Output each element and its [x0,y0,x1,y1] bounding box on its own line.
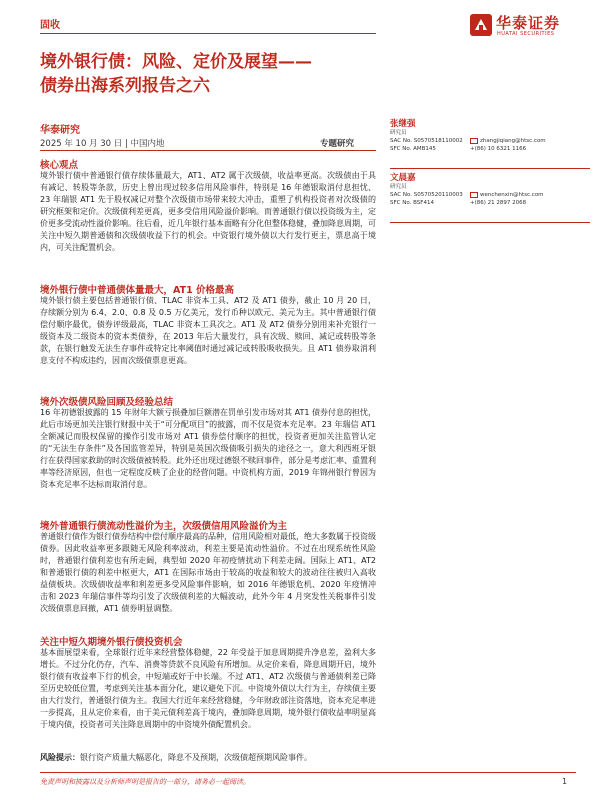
analyst-phone: +(86) 10 6321 1166 [470,146,527,152]
section-heading-risk-review: 境外次级债风险回顾及经验总结 [40,397,174,408]
section-text-pricing: 普通银行债作为银行债券结构中偿付顺序最高的品种，信用风险相对最低，绝大多数属于投资级债券。因此收益率更多跟随无风险利率波动，利差主要是流动性溢价。不过在出现系统性风险时，普通银行债利差也有所走阔，典型如 2020 年初疫情扰动下利差走阔。国际上 AT1、AT2 和普通银行债的利差中枢更大，AT1 在国际市场由于较高的收益和较大的波动往往被归入高收益债板块。次级债收益率和利差更多受风险事件影响，如 2016 年德银危机、2020 年疫情冲击和 2023 年瑞信事件等均引发了次级债利差的大幅波动，此外今年 4 月突发性关税事件引发次级债票息回撤，AT1 债券明显调整。 [40,532,376,613]
analyst-phone: +(86) 21 2897 2068 [470,200,527,206]
analyst-name: 文晨嘉 [390,173,416,183]
report-category-tag: 固收 [40,20,60,31]
analyst-email[interactable]: wenchenxin@htsc.com [480,192,544,198]
risk-warning [40,752,376,764]
report-title-line-1: 境外银行债：风险、定价及展望—— [40,52,312,72]
analyst-email[interactable]: zhangjiqiang@htsc.com [480,138,546,144]
section-text-opportunity: 基本面展望来看，全球银行近年来经营整体稳健，22 年受益于加息周期提升净息差，盈利大多增长。不过分化仍存，汽车、消费等贷款不良风险有所增加。从定价来看，降息周期开启，境外银行债有收益率下行的机会，中短端或好于中长端。不过 AT1、AT2 次级债与普通债利差已降至历史较低位置，考虑到关注基本面分化，建议避免下沉。中资境外债以大行为主，存续债主要由大行发行，普通银行债为主。我国大行近年来经营稳健，今年财政部注资落地，资本充足率进一步提高，且从定价来看，由于美元债利差高于境内，叠加降息周期，境外银行债收益率明显高于境内债，投资者可关注降息周期中的中资境外债配置机会。 [40,648,376,729]
report-title-line-2: 债券出海系列报告之六 [40,76,210,96]
analyst-divider [390,168,590,169]
section-heading-core-view: 核心观点 [40,160,79,171]
analyst-sfc: SFC No. AMB145 [390,146,436,152]
page-number: 1 [562,777,568,786]
analyst-sac: SAC No. S0570520110003 [390,192,463,198]
section-heading-opportunity: 关注中短久期境外银行债投资机会 [40,637,183,648]
analyst-sac: SAC No. S0570518110002 [390,138,463,144]
section-text-scale: 境外银行债主要包括普通银行债、TLAC 非资本工具、AT2 及 AT1 债券，截止 10 月 20 日，存续额分别为 6.4、2.0、0.8 及 0.5 万亿美元，发行币种以欧元、美元为主。其中普通银行债偿付顺序最优，债券评级最高，TLAC 非资本工具次之。AT1 及 AT2 债券分别用来补充银行一级资本及二级资本的资本类债券，在 2013 年后大量发行，具有次级、赎回、减记或转股等条款，在银行触发无法生存事件或特定比率阈值时通过减记或转股吸收损失。且 AT1 债券取消利息支付不构成违约，因而次级债票息更高。 [40,296,376,365]
research-org: 华泰研究 [40,125,80,136]
section-text-risk-review: 16 年初德银披露的 15 年财年大额亏损叠加巨额潜在罚单引发市场对其 AT1 债券付息的担忧，此后市场更加关注银行财报中关于“可分配项目”的披露，而不仅是资本充足率。23 年瑞信 AT1 全额减记而股权保留的操作引发市场对 AT1 债券偿付顺序的担忧，投资者更加关注监管认定的“无法生存条件”及各国监管差异，特别是英国次级债吸引损失的途径之一，意大利西班牙银行在获得国家救助的时次级债被转股。此外还出现过德银不赎回事件，部分是考虑汇率、重置利率等经济原因，但也一定程度反映了企业的经营问题。中资机构方面，2019 年锦州银行曾因为资本充足率不达标而取消付息。 [40,408,376,489]
logo-english-name: HUATAI SECURITIES [497,31,555,37]
huatai-logo [470,10,580,42]
email-icon [470,138,478,144]
analyst-divider [390,222,590,223]
logo-chinese-name: 华泰证券 [496,14,561,32]
analyst-name: 张继强 [390,119,416,129]
title-divider [40,150,376,151]
section-heading-pricing: 境外普通银行债流动性溢价为主，次级债信用风险溢价为主 [40,521,288,532]
analyst-card [390,171,590,225]
risk-warning-label: 风险提示： [40,753,80,762]
analyst-role: 研究员 [390,130,407,136]
header-divider [40,33,376,34]
analyst-role: 研究员 [390,184,407,190]
section-heading-scale: 境外银行债中普通债体量最大，AT1 价格最高 [40,285,235,296]
section-text-core-view: 境外银行债中普通银行债存续体量最大，AT1、AT2 属于次级债，收益率更高。次级债由于具有减记、转股等条款，历史上曾出现过较多信用风险事件，特别是 16 年德银取消付息担忧、23 年瑞银 AT1 先于股权减记对整个次级债市场带来较大冲击，重塑了机构投资者对次级债的研究框架和定价。次级债利差更高，更多受信用风险溢价影响。而普通银行债以投资级为主，定价更多受流动性溢价影响。往后看，近几年银行基本面略有分化但整体稳健，叠加降息周期，可关注中短久期普通债和次级债收益下行的机会。中资银行境外债以大行发行更主，票息高于境内，可关注配置机会。 [40,171,376,252]
report-type: 专题研究 [320,139,355,149]
report-date: 2025 年 10 月 30 日 | 中国内地 [40,139,165,149]
risk-warning-text: 银行资产质量大幅恶化，降息不及预期，次级债超预期风险事件。 [80,753,312,762]
analyst-panel [390,117,590,225]
footer-disclaimer: 免责声明和披露以及分析师声明是报告的一部分，请务必一起阅读。 [40,778,250,786]
analyst-card [390,117,590,171]
report-title [40,50,380,98]
footer-divider [40,772,576,773]
huatai-logo-icon [470,14,492,36]
analyst-sfc: SFC No. BSF414 [390,200,434,206]
email-icon [470,192,478,198]
